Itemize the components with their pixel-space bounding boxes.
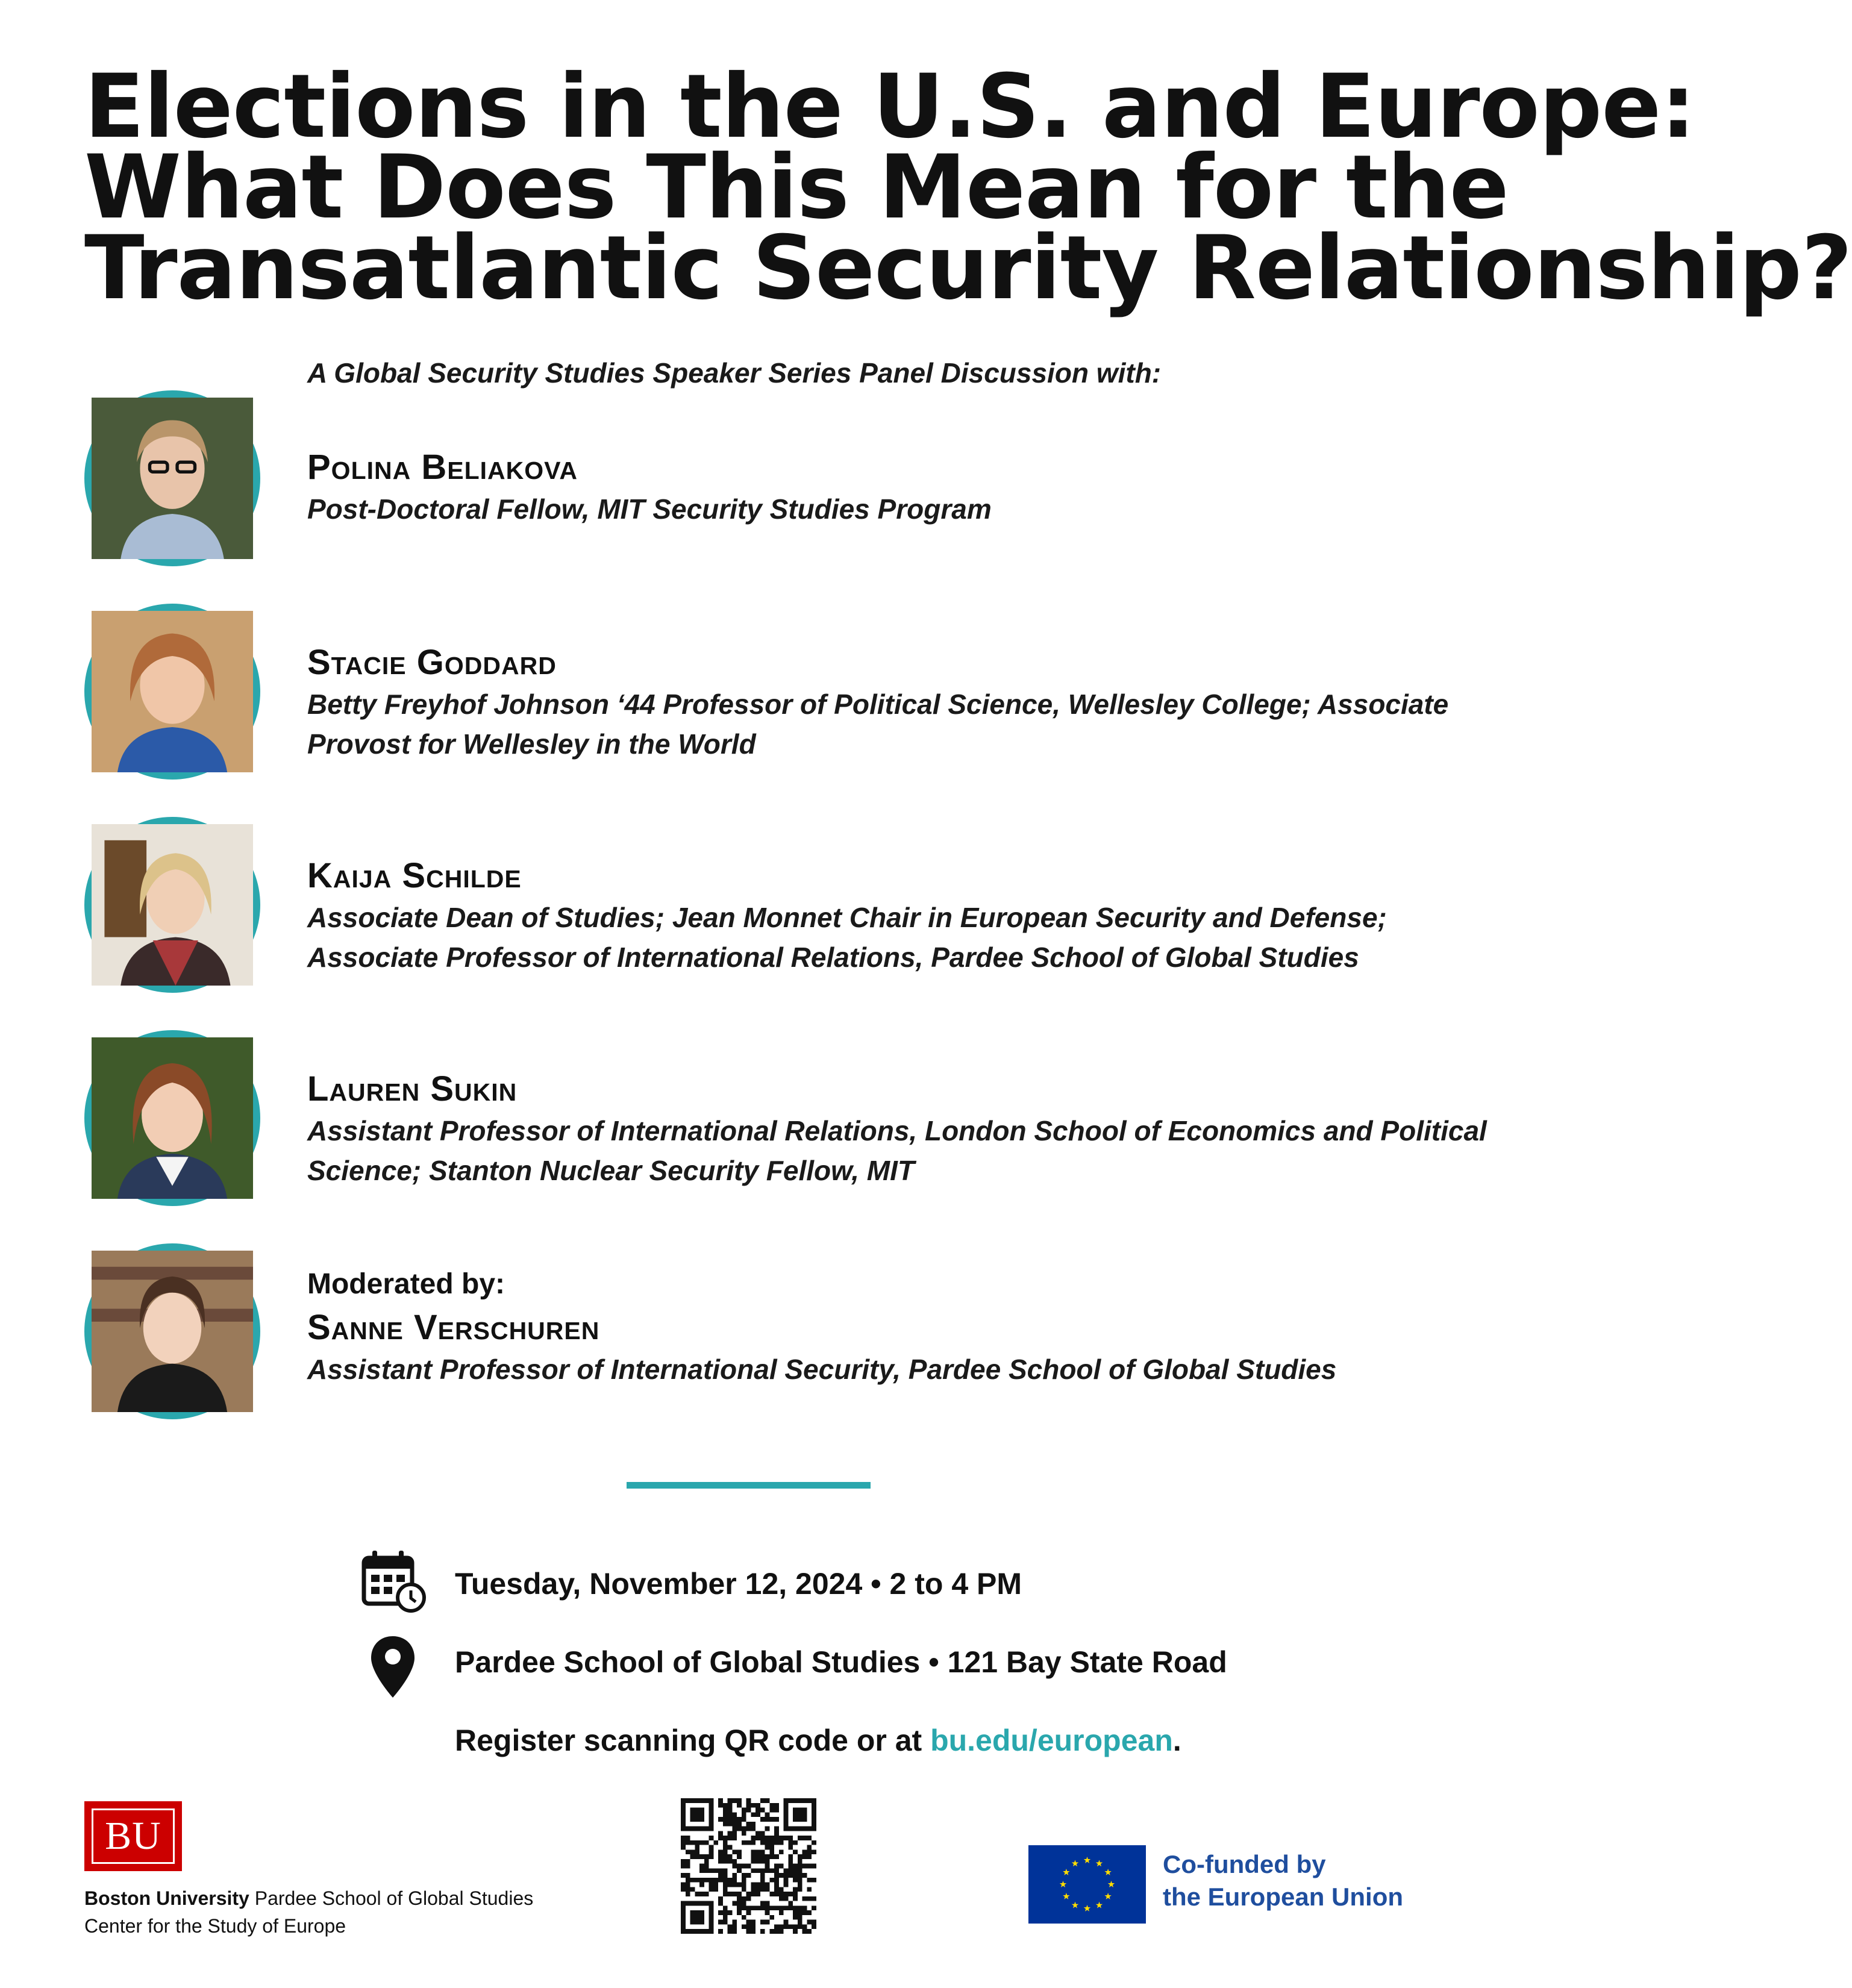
- eu-star: [1084, 1857, 1090, 1863]
- registration-link[interactable]: bu.edu/european: [930, 1724, 1173, 1757]
- eu-flag-icon: [1028, 1845, 1146, 1924]
- calendar-clock-icon: [361, 1548, 428, 1614]
- eu-star: [1096, 1902, 1103, 1908]
- speaker-role: Associate Professor of International Relations, Pardee School of Global Studies: [307, 942, 1359, 973]
- speaker-role: Associate Dean of Studies; Jean Monnet Chair in European Security and Defense;: [307, 902, 1387, 933]
- speaker-role: Science; Stanton Nuclear Security Fellow, MIT: [307, 1155, 915, 1186]
- speaker-photo: [84, 604, 260, 780]
- bu-name: Boston University: [84, 1887, 249, 1909]
- speaker-card-goddard: [84, 604, 1470, 796]
- speaker-role: Post-Doctoral Fellow, MIT Security Studies Program: [307, 493, 992, 525]
- speaker-photo: [84, 1030, 260, 1206]
- title-line-1: Elections in the U.S. and Europe:: [84, 55, 1695, 158]
- bu-school: Pardee School of Global Studies: [249, 1887, 534, 1909]
- speaker-role: Assistant Professor of International Relations, London School of Economics and Political: [307, 1115, 1487, 1146]
- eu-line-1: Co-funded by: [1163, 1850, 1326, 1878]
- moderator-role: Assistant Professor of International Security, Pardee School of Global Studies: [307, 1354, 1337, 1385]
- bu-center: Center for the Study of Europe: [84, 1915, 346, 1937]
- bu-logo: [84, 1801, 182, 1871]
- eu-star: [1084, 1905, 1090, 1911]
- registration-line: [455, 1723, 1181, 1758]
- eu-star: [1072, 1902, 1078, 1908]
- eu-star: [1104, 1869, 1111, 1875]
- speaker-photo: [84, 1243, 260, 1419]
- bu-affiliation: [84, 1884, 533, 1940]
- event-title: [84, 55, 1852, 319]
- speaker-card-sukin: [84, 1030, 1487, 1223]
- eu-star: [1072, 1860, 1078, 1866]
- moderator-card: [84, 1243, 1470, 1436]
- speaker-card-beliakova: [84, 390, 1470, 583]
- speaker-role: Betty Freyhof Johnson ‘44 Professor of Political Science, Wellesley College; Associate: [307, 689, 1449, 720]
- eu-star: [1063, 1869, 1069, 1875]
- section-divider: [627, 1482, 871, 1489]
- portrait-icon: [92, 824, 253, 986]
- speaker-photo: [84, 817, 260, 993]
- speaker-photo: [84, 390, 260, 566]
- eu-star: [1104, 1893, 1111, 1899]
- speaker-name: Stacie Goddard: [307, 643, 557, 682]
- speaker-name: Kaija Schilde: [307, 856, 522, 895]
- eu-star: [1060, 1881, 1066, 1887]
- event-location: Pardee School of Global Studies • 121 Bay State Road: [455, 1645, 1227, 1679]
- portrait-icon: [92, 398, 253, 559]
- panel-subtitle: A Global Security Studies Speaker Series Panel Discussion with:: [307, 357, 1162, 389]
- title-line-2: What Does This Mean for the: [84, 136, 1509, 239]
- portrait-icon: [92, 1251, 253, 1412]
- eu-star: [1063, 1893, 1069, 1899]
- registration-text: Register scanning QR code or at: [455, 1724, 931, 1757]
- bu-logo-text: BU: [92, 1808, 175, 1864]
- eu-star: [1108, 1881, 1115, 1887]
- speaker-card-schilde: [84, 817, 1470, 1010]
- qr-code[interactable]: [681, 1798, 816, 1934]
- moderated-by-label: Moderated by:: [307, 1268, 505, 1300]
- eu-line-2: the European Union: [1163, 1883, 1403, 1911]
- portrait-icon: [92, 611, 253, 772]
- speaker-role: Provost for Wellesley in the World: [307, 728, 756, 760]
- eu-cofunded-text: [1163, 1848, 1403, 1913]
- event-datetime: Tuesday, November 12, 2024 • 2 to 4 PM: [455, 1567, 1022, 1601]
- speaker-name: Polina Beliakova: [307, 448, 578, 487]
- moderator-name: Sanne Verschuren: [307, 1308, 600, 1347]
- map-pin-icon: [369, 1634, 417, 1700]
- portrait-icon: [92, 1037, 253, 1199]
- title-line-3: Transatlantic Security Relationship?: [84, 217, 1852, 319]
- eu-star: [1096, 1860, 1103, 1866]
- registration-period: .: [1172, 1724, 1181, 1757]
- speaker-name: Lauren Sukin: [307, 1069, 518, 1108]
